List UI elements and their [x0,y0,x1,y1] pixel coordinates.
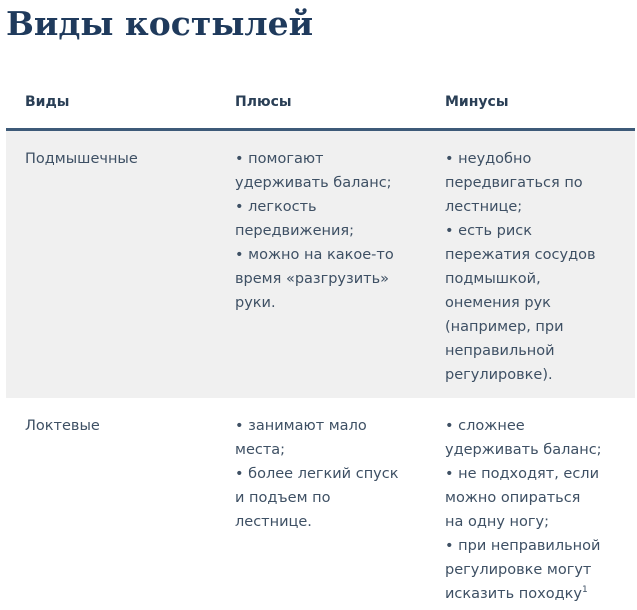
cons-item: • неудобно передвигаться по лестнице; [445,151,583,215]
pros-item: • легкость передвижения; [235,199,355,239]
footnote-marker[interactable]: 1 [581,585,588,596]
cell-cons [445,147,637,387]
column-header-cons: Минусы [445,94,509,110]
pros-item: • более легкий спуск и подъем по лестнице. [235,466,399,530]
cell-pros [235,414,430,534]
table-header [6,78,635,131]
pros-item: • можно на какое-то время «разгрузить» руки. [235,247,394,311]
cons-item: • есть риск пережатия сосудов подмышкой, онемения рук (например, при неправильной регулировке). [445,223,596,383]
pros-item: • занимают мало места; [235,418,367,458]
pros-item: • помогают удерживать баланс; [235,151,392,191]
table-row [6,131,635,398]
table-row [6,398,635,608]
cell-pros [235,147,430,315]
cell-type: Локтевые [25,418,100,434]
cons-item: • не подходят, если можно опираться на одну ногу; [445,466,599,530]
cons-item-with-footnote [445,534,637,606]
column-header-types: Виды [25,94,70,110]
cell-type: Подмышечные [25,151,138,167]
cell-cons [445,414,637,606]
page-title: Виды костылей [6,4,314,43]
crutch-types-table [6,78,635,608]
cons-item: • сложнее удерживать баланс; [445,418,602,458]
column-header-pros: Плюсы [235,94,292,110]
cons-item: • при неправильной регулировке могут исказить походку [445,538,601,602]
